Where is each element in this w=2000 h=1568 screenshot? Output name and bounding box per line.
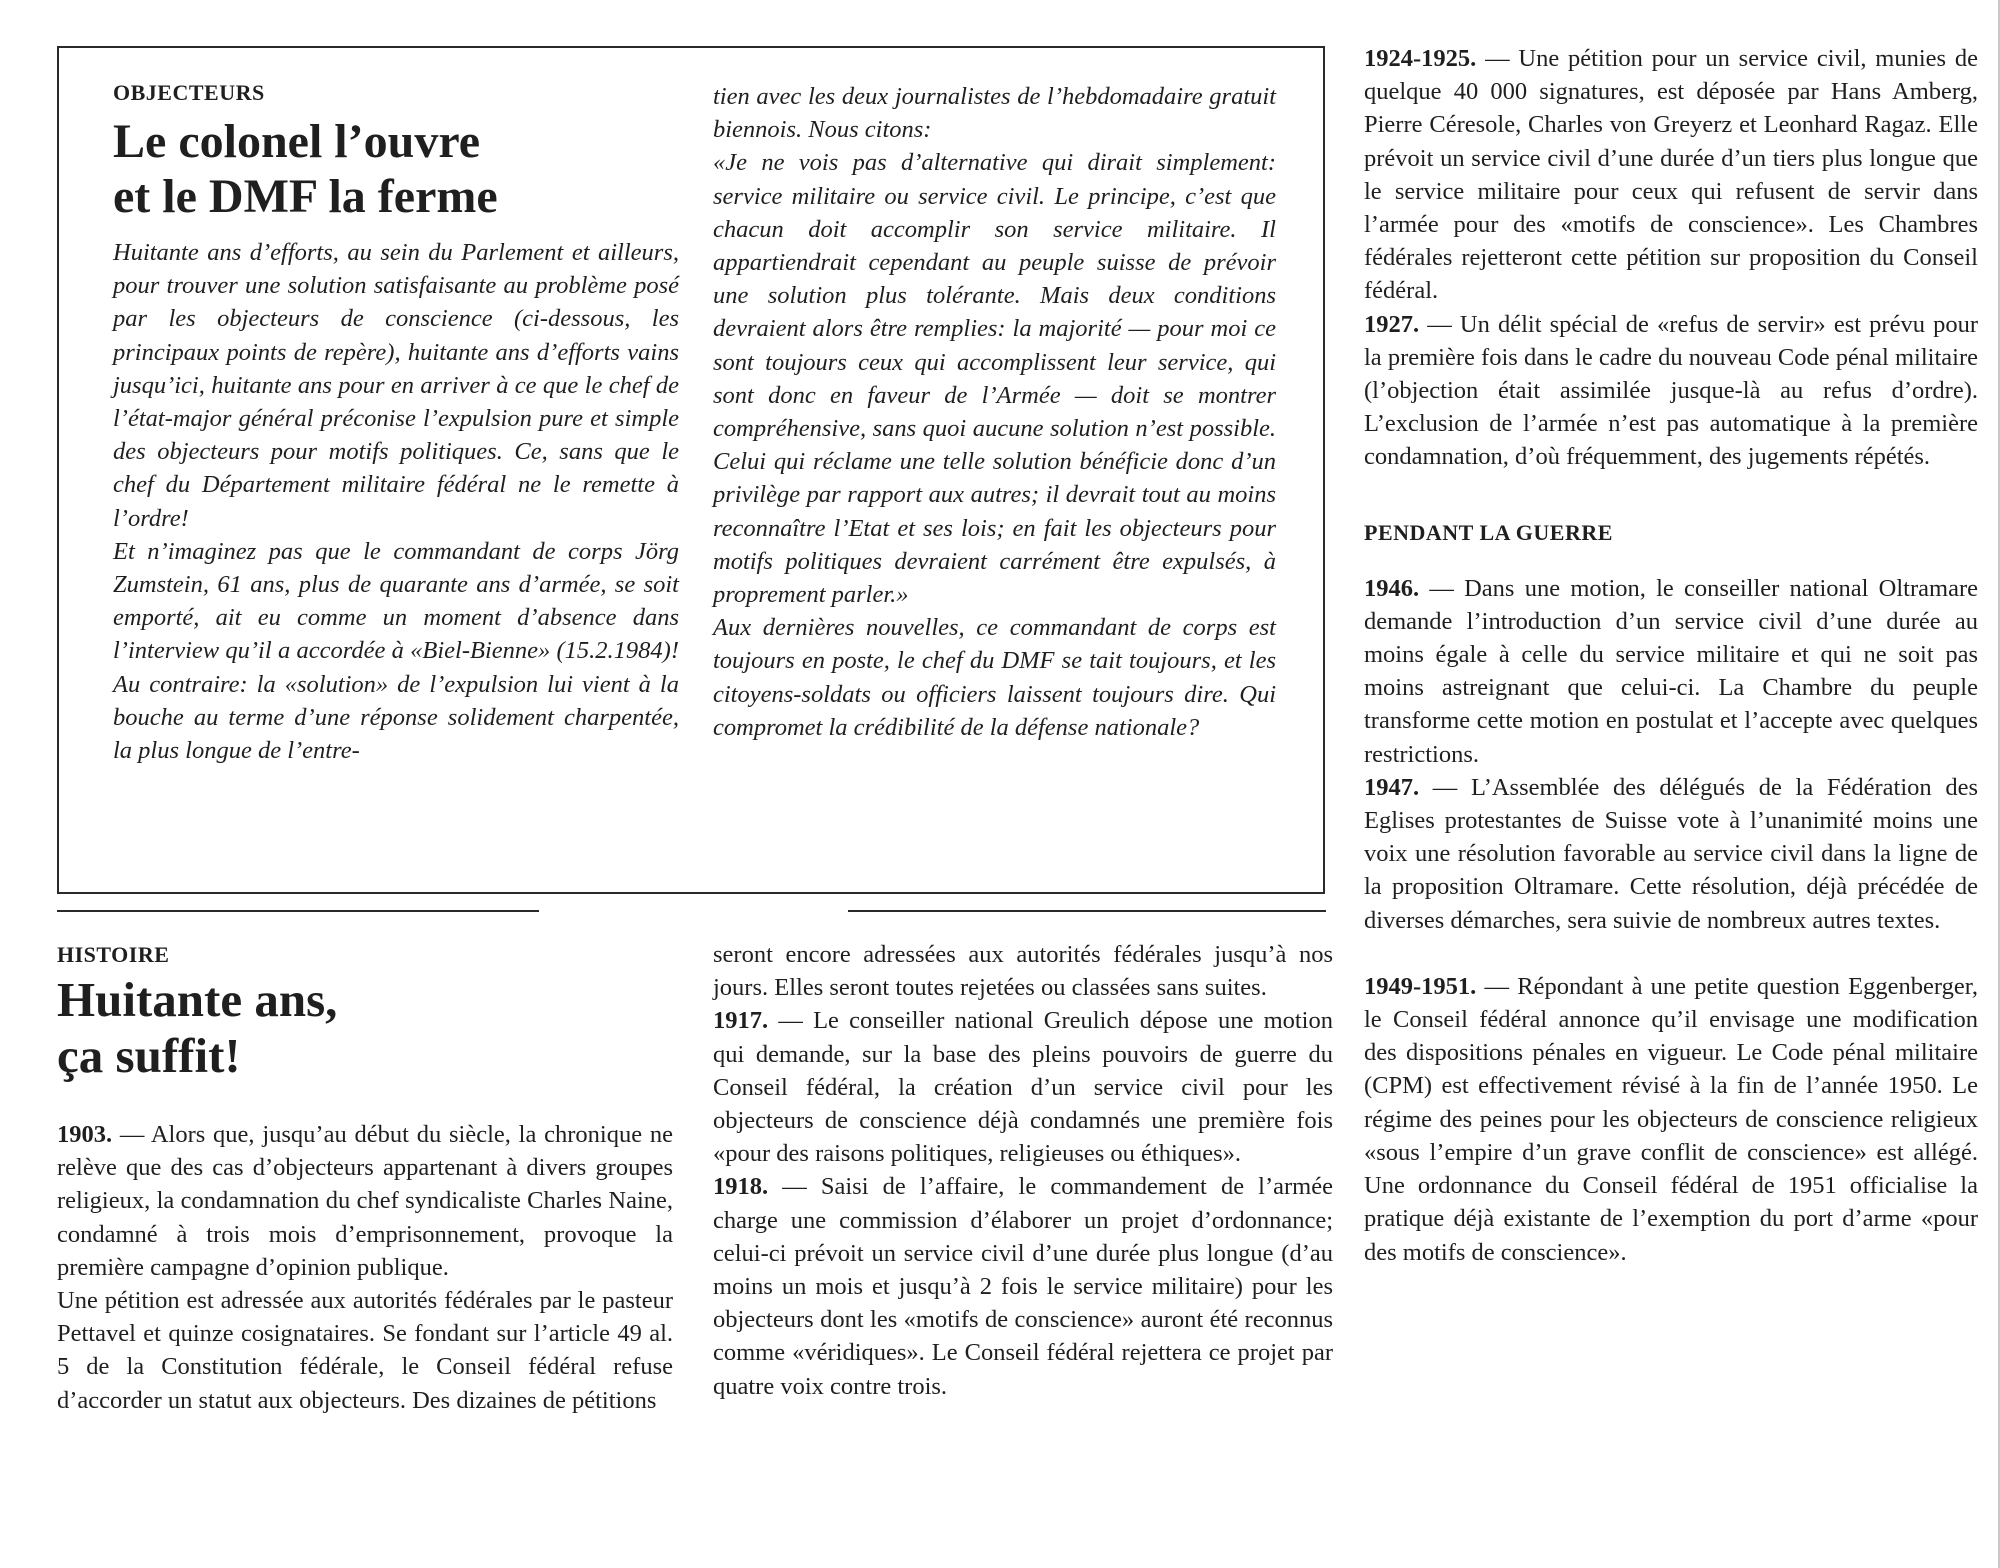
box-col2-paragraph-1: tien avec les deux journalistes de l’hebdomadaire gratuit biennois. Nous citons: <box>713 83 1276 144</box>
entry-1946-text: — Dans une motion, le conseiller national Oltramare demande l’introduction d’un service civil d’une durée au moins égale à celle du service militaire et qui ne soit pas moins astreignant que celui-ci. La Chambre du peuple transforme cette motion en postulat et l’accepte avec quelques restrictions. <box>1364 574 1978 768</box>
year-1946: 1946. <box>1364 574 1420 602</box>
entry-1947 <box>1364 771 1978 937</box>
section-heading-pendant-la-guerre: PENDANT LA GUERRE <box>1364 519 1613 545</box>
histoire-entry-1918 <box>713 1170 1333 1402</box>
entry-1927 <box>1364 308 1978 474</box>
entry-1946 <box>1364 572 1978 771</box>
histoire-headline-line2: ça suffit! <box>57 1028 241 1083</box>
box-article-col2 <box>713 80 1276 744</box>
entry-1949-1951-text: — Répondant à une petite question Eggenberger, le Conseil fédéral annonce qu’il envisage une modification des dispositions pénales en vigueur. Le Code pénal militaire (CPM) est effectivement révisé à la fin de l’année 1950. Le régime des peines pour les objecteurs de conscience religieux «sous l’empire d’un grave conflit de conscience» est allégé. Une ordonnance du Conseil fédéral de 1951 officialise la pratique déjà existante de l’exemption du port d’arme «pour des motifs de conscience». <box>1364 972 1978 1266</box>
year-1927: 1927. <box>1364 310 1420 338</box>
year-1918: 1918. <box>713 1173 769 1201</box>
separator-rule-left <box>57 910 539 912</box>
histoire-kicker: HISTOIRE <box>57 942 170 967</box>
right-column <box>1364 42 1978 1269</box>
box-headline <box>113 114 679 224</box>
histoire-entry-1903 <box>57 1118 673 1284</box>
year-1949-1951: 1949-1951. <box>1364 972 1477 1000</box>
histoire-col2-paragraph-1: seront encore adressées aux autorités fédérales jusqu’à nos jours. Elles seront toutes rejetées ou classées sans suites. <box>713 941 1333 1002</box>
box-headline-line1: Le colonel l’ouvre <box>113 115 481 168</box>
box-col1-paragraph-1: Huitante ans d’efforts, au sein du Parlement et ailleurs, pour trouver une solution satisfaisante au problème posé par les objecteurs de conscience (ci-dessous, les principaux points de repère), huitante ans d’efforts vains jusqu’ici, huitante ans pour en arriver à ce que le chef de l’état-major général préconise l’expulsion pure et simple des objecteurs pour motifs politiques. Ce, sans que le chef du Département militaire fédéral ne le remette à l’ordre! <box>113 239 679 532</box>
entry-1903-text: — Alors que, jusqu’au début du siècle, la chronique ne relève que des cas d’objecteurs appartenant à divers groupes religieux, la condamnation du chef syndicaliste Charles Naine, condamné à trois mois d’emprisonnement, provoque la première campagne d’opinion publique. <box>57 1121 673 1281</box>
entry-1949-1951 <box>1364 970 1978 1269</box>
histoire-headline-line1: Huitante ans, <box>57 972 338 1027</box>
separator-rule-right <box>848 910 1326 912</box>
entry-1924-1925-text: — Une pétition pour un service civil, munies de quelque 40 000 signatures, est déposée par Hans Amberg, Pierre Céresole, Charles von Greyerz et Leonhard Ragaz. Elle prévoit un service civil d’une durée d’un tiers plus longue que le service militaire pour ceux qui refusent de servir dans l’armée pour des «motifs de conscience». Les Chambres fédérales rejetteront cette pétition sur proposition du Conseil fédéral. <box>1364 45 1978 305</box>
histoire-col1 <box>57 942 673 1417</box>
box-kicker: OBJECTEURS <box>113 80 265 105</box>
year-1917: 1917. <box>713 1007 769 1035</box>
histoire-entry-1917 <box>713 1004 1333 1170</box>
year-1903: 1903. <box>57 1121 113 1148</box>
entry-1927-text: — Un délit spécial de «refus de servir» est prévu pour la première fois dans le cadre du nouveau Code pénal militaire (l’objection était assimilée jusque-là au refus d’ordre). L’exclusion de l’armée n’est pas automatique à la première condamnation, d’où fréquemment, des jugements répétés. <box>1364 310 1978 471</box>
entry-1924-1925 <box>1364 42 1978 308</box>
box-col2-paragraph-3: Aux dernières nouvelles, ce commandant de corps est toujours en poste, le chef du DMF se tait toujours, et les citoyens-soldats ou officiers laissent toujours dire. Qui compromet la crédibilité de la défense nationale? <box>713 614 1276 741</box>
year-1924-1925: 1924-1925. <box>1364 45 1477 72</box>
entry-1918-text: — Saisi de l’affaire, le commandement de l’armée charge une commission d’élaborer un projet d’ordonnance; celui-ci prévoit un service civil d’une durée plus longue (d’au moins un mois et jusqu’à 2 fois le service militaire) pour les objecteurs dont les «motifs de conscience» auront été reconnus comme «véridiques». Le Conseil fédéral rejettera ce projet par quatre voix contre trois. <box>713 1173 1333 1400</box>
entry-1947-text: — L’Assemblée des délégués de la Fédération des Eglises protestantes de Suisse vote à l’unanimité moins une voix une résolution favorable au service civil dans la ligne de la proposition Oltramare. Cette résolution, déjà précédée de diverses démarches, sera suivie de nombreux autres textes. <box>1364 773 1978 934</box>
box-col2-quote: «Je ne vois pas d’alternative qui dirait simplement: service militaire ou service civil. Le principe, c’est que chacun doit accomplir son service militaire. Il appartiendrait cependant au peuple suisse de prévoir une solution plus tolérante. Mais deux conditions devraient alors être remplies: la majorité — pour moi ce sont toujours ceux qui accomplissent leur service, qui sont donc en faveur de l’Armée — doit se montrer compréhensive, sans quoi aucune solution n’est possible. Celui qui réclame une telle solution bénéficie donc d’un privilège par rapport aux autres; il devrait tout au moins reconnaître l’Etat et ses lois; en fait les objecteurs pour motifs politiques devraient carrément être expulsés, à proprement parler.» <box>713 149 1276 609</box>
histoire-headline <box>57 972 673 1084</box>
histoire-col2 <box>713 938 1333 1403</box>
box-col1-paragraph-2: Et n’imaginez pas que le commandant de corps Jörg Zumstein, 61 ans, plus de quarante ans d’armée, se soit emporté, ait eu comme un moment d’absence dans l’interview qu’il a accordée à «Biel-Bienne» (15.2.1984)! Au contraire: la «solution» de l’expulsion lui vient à la bouche au terme d’une réponse solidement charpentée, la plus longue de l’entre- <box>113 537 679 765</box>
year-1947: 1947. <box>1364 773 1420 801</box>
histoire-col1-paragraph-2: Une pétition est adressée aux autorités fédérales par le pasteur Pettavel et quinze cosignataires. Se fondant sur l’article 49 al. 5 de la Constitution fédérale, le Conseil fédéral refuse d’accorder un statut aux objecteurs. Des dizaines de pétitions <box>57 1287 673 1414</box>
box-headline-line2: et le DMF la ferme <box>113 170 498 223</box>
box-article-col1 <box>113 80 679 767</box>
entry-1917-text: — Le conseiller national Greulich dépose une motion qui demande, sur la base des pleins pouvoirs de guerre du Conseil fédéral, la création d’un service civil pour les objecteurs de conscience déjà condamnés une première fois «pour des raisons politiques, religieuses ou éthiques». <box>713 1007 1333 1168</box>
